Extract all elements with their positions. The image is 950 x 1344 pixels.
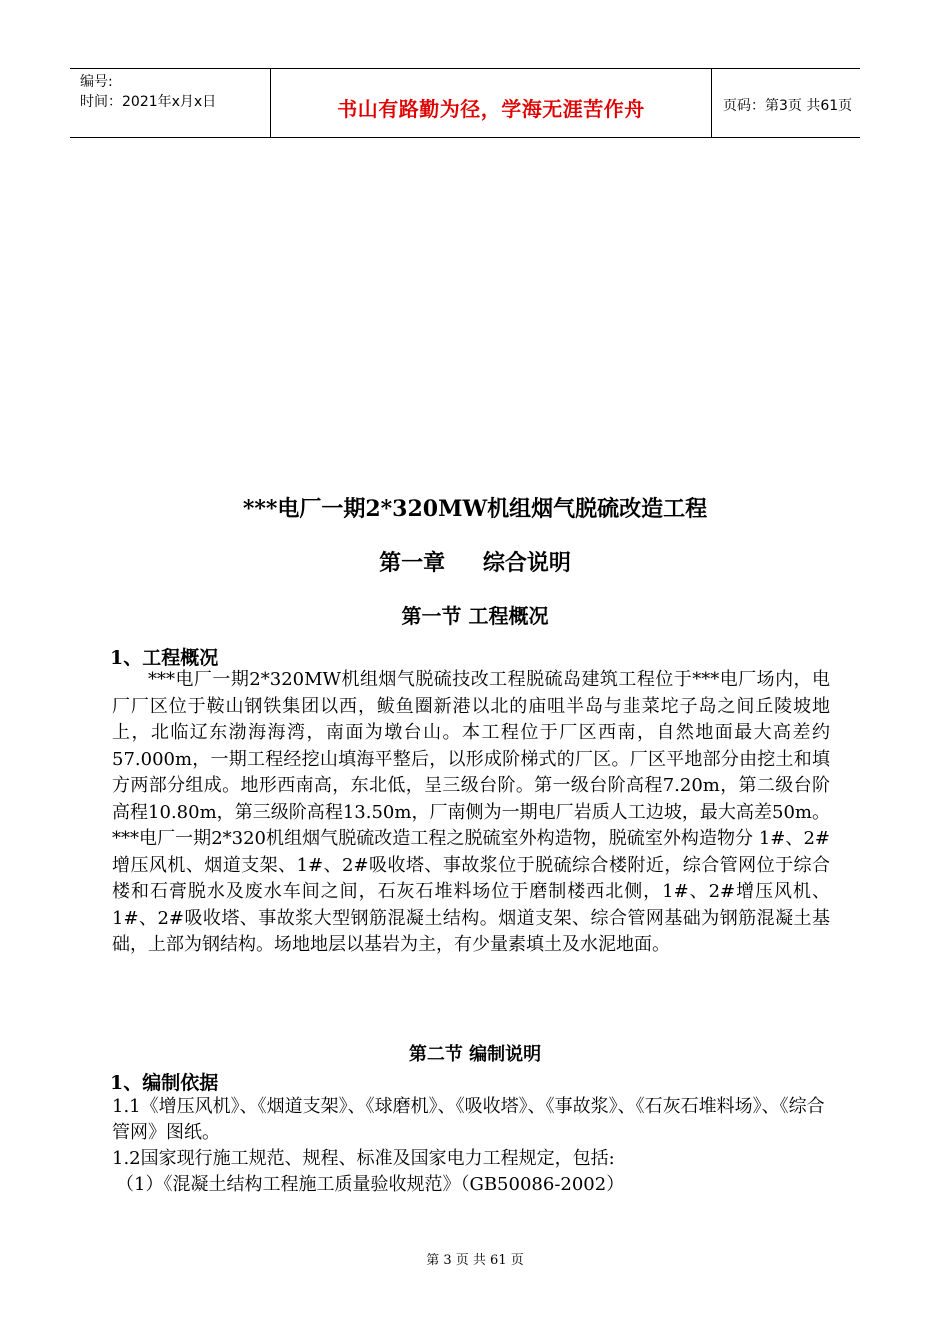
header-page-info: 页码：第3页 共61页 bbox=[723, 98, 853, 114]
page-footer-number: 第 3 页 共 61 页 bbox=[426, 1253, 524, 1268]
subheading-compilation-basis: 1、编制依据 bbox=[110, 1072, 219, 1094]
project-overview-paragraph: ***电厂一期2*320MW机组烟气脱硫技改工程脱硫岛建筑工程位于***电厂场内，电厂厂区位于鞍山钢铁集团以西，鲅鱼圈新港以北的庙咀半岛与韭菜坨子岛之间丘陵坡地上，北临辽东渤海海湾，南面为墩台山。本工程位于厂区西南，自然地面最大高差约57.000m，一期工程经挖山填海平整后，以形成阶梯式的厂区。厂区平地部分由挖土和填方两部分组成。地形西南高，东北低，呈三级台阶。第一级台阶高程7.20m，第二级台阶高程10.80m，第三级阶高程13.50m，厂南侧为一期电厂岩质人工边坡，最大高差50m。***电厂一期2*320机组烟气脱硫改造工程之脱硫室外构造物，脱硫室外构造物分 1#、2#增压风机、烟道支架、1#、2#吸收塔、事故浆位于脱硫综合楼附近，综合管网位于综合楼和石膏脱水及废水车间之间，石灰石堆料场位于磨制楼西北侧，1#、2#增压风机、1#、2#吸收塔、事故浆大型钢筋混凝土结构。烟道支架、综合管网基础为钢筋混凝土基础，上部为钢结构。场地地层以基岩为主，有少量素填土及水泥地面。 bbox=[112, 669, 830, 955]
basis-item-drawings: 1.1《增压风机》、《烟道支架》、《球磨机》、《吸收塔》、《事故浆》、《石灰石堆料场》、《综合管网》图纸。 bbox=[112, 1096, 825, 1143]
document-title: ***电厂一期2*320MW机组烟气脱硫改造工程 bbox=[242, 496, 708, 522]
header-motto: 书山有路勤为径，学海无涯苦作舟 bbox=[337, 97, 645, 121]
header-meta-cell bbox=[70, 69, 270, 137]
document-time-label: 时间：2021年x月x日 bbox=[80, 94, 217, 110]
document-number-label: 编号: bbox=[80, 74, 113, 90]
basis-item-concrete-code: （1）《混凝土结构工程施工质量验收规范》（GB50086-2002） bbox=[116, 1174, 625, 1195]
header-page-cell bbox=[711, 69, 860, 137]
chapter-heading: 第一章 综合说明 bbox=[379, 550, 571, 576]
subheading-project-overview: 1、工程概况 bbox=[110, 647, 219, 669]
section-heading-overview: 第一节 工程概况 bbox=[401, 604, 549, 628]
section-heading-compilation: 第二节 编制说明 bbox=[408, 1044, 542, 1065]
basis-item-standards: 1.2国家现行施工规范、规程、标准及国家电力工程规定，包括: bbox=[112, 1148, 615, 1169]
header-motto-cell bbox=[270, 69, 712, 137]
page-header-table bbox=[70, 68, 860, 138]
